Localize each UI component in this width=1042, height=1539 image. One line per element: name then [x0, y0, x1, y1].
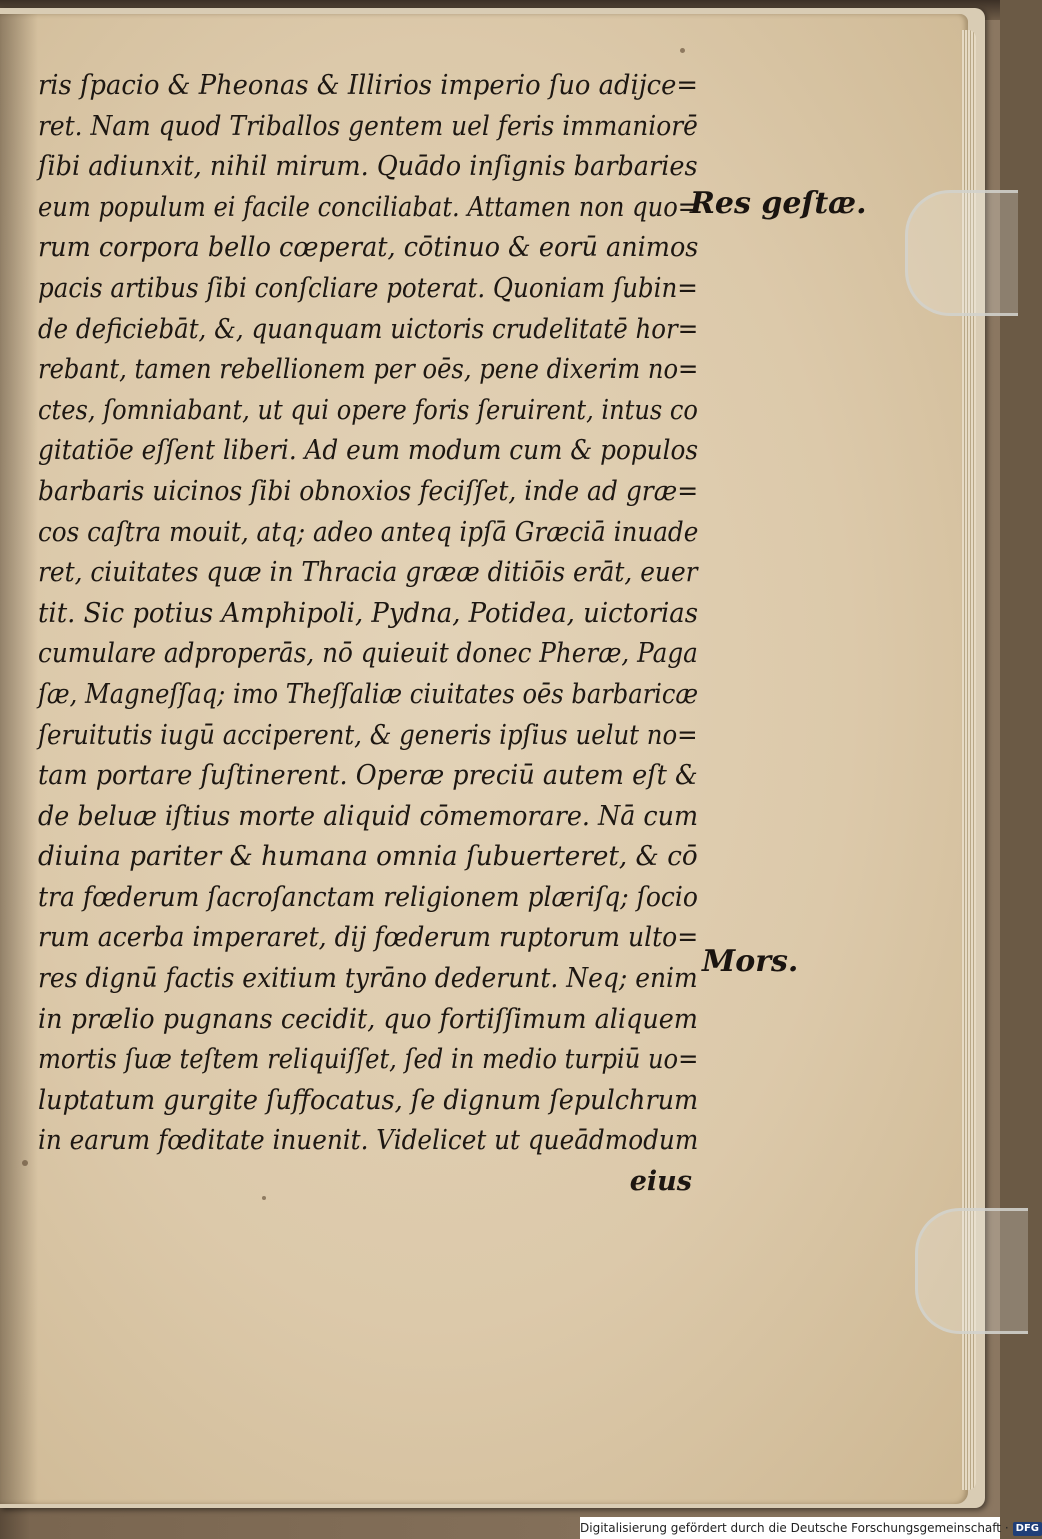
text-line-27: in earum fœditate inuenit. Videlicet ut queādmodum: [38, 1125, 699, 1157]
text-line-3: ſibi adiunxit, nihil mirum. Quādo inſignis barbaries: [38, 151, 698, 183]
marginal-note-mors: Mors.: [702, 944, 799, 979]
text-line-12: cos caſtra mouit, atq; adeo anteq ipſā Græciā inuade: [38, 516, 699, 548]
marginal-note-res-gestae: Res geſtæ.: [690, 186, 867, 221]
paper-speck: [262, 1196, 266, 1200]
text-line-4: eum populum ei facile conciliabat. Attamen non quo=: [38, 191, 699, 223]
text-line-13: ret, ciuitates quæ in Thracia grææ ditiōis erāt, euer: [38, 557, 698, 589]
text-line-10: gitatiōe eſſent liberi. Ad eum modum cum & populos: [38, 435, 699, 467]
dfg-logo: DFG: [1013, 1522, 1042, 1536]
page-clip-bottom: [915, 1208, 1028, 1334]
digitization-footer: [580, 1517, 1039, 1539]
text-line-23: res dignū factis exitium tyrāno dederunt. Neq; enim: [38, 963, 698, 995]
text-line-8: rebant, tamen rebellionem per oēs, pene dixerim no=: [38, 354, 699, 386]
text-line-1: ris ſpacio & Pheonas & Illirios imperio ſuo adijce=: [38, 70, 698, 101]
text-line-5: rum corpora bello cœperat, cōtinuo & eorū animos: [38, 232, 699, 264]
catchword: eius: [629, 1166, 692, 1198]
text-line-18: tam portare ſuſtinerent. Operæ preciū autem eſt &: [38, 760, 698, 792]
text-line-15: cumulare adproperās, nō quieuit donec Pheræ, Paga: [38, 638, 698, 670]
gutter-shadow: [0, 14, 38, 1504]
footer-credit: Digitalisierung gefördert durch die Deutsche Forschungsgemeinschaft ·: [580, 1521, 1009, 1535]
text-line-26: luptatum gurgite ſuffocatus, ſe dignum ſepulchrum: [38, 1084, 699, 1116]
paper-speck: [22, 1160, 28, 1166]
text-line-24: in prælio pugnans cecidit, quo fortiſſimum aliquem: [38, 1003, 698, 1035]
text-line-16: ſæ, Magneſſaq; imo Theſſaliæ ciuitates oēs barbaricæ: [38, 678, 699, 710]
text-line-25: mortis ſuæ teſtem reliquiſſet, ſed in medio turpiū uo=: [38, 1044, 699, 1076]
text-line-17: ſeruitutis iugū acciperent, & generis ipſius uelut no=: [38, 719, 698, 751]
text-line-21: tra fœderum ſacroſanctam religionem plæriſq; ſocio: [38, 881, 698, 913]
text-line-22: rum acerba imperaret, dij fœderum ruptorum ulto=: [38, 922, 699, 954]
text-line-9: ctes, ſomniabant, ut qui opere foris ſeruirent, intus co: [38, 394, 698, 426]
text-line-19: de beluæ iſtius morte aliquid cōmemorare. Nā cum: [38, 800, 699, 832]
text-line-6: pacis artibus ſibi conſcliare poterat. Quoniam ſubin=: [38, 272, 698, 304]
text-line-20: diuina pariter & humana omnia ſubuerteret, & cō: [38, 841, 698, 873]
paper-speck: [680, 48, 685, 53]
text-line-7: de deficiebāt, &, quanquam uictoris crudelitatē hor=: [38, 313, 699, 345]
page-clip-top: [905, 190, 1018, 316]
body-text: [38, 66, 698, 1203]
text-line-11: barbaris uicinos ſibi obnoxios feciſſet, inde ad græ=: [38, 475, 699, 507]
text-line-2: ret. Nam quod Triballos gentem uel feris immaniorē: [38, 110, 698, 142]
text-line-14: tit. Sic potius Amphipoli, Pydna, Potidea, uictorias: [38, 597, 699, 629]
